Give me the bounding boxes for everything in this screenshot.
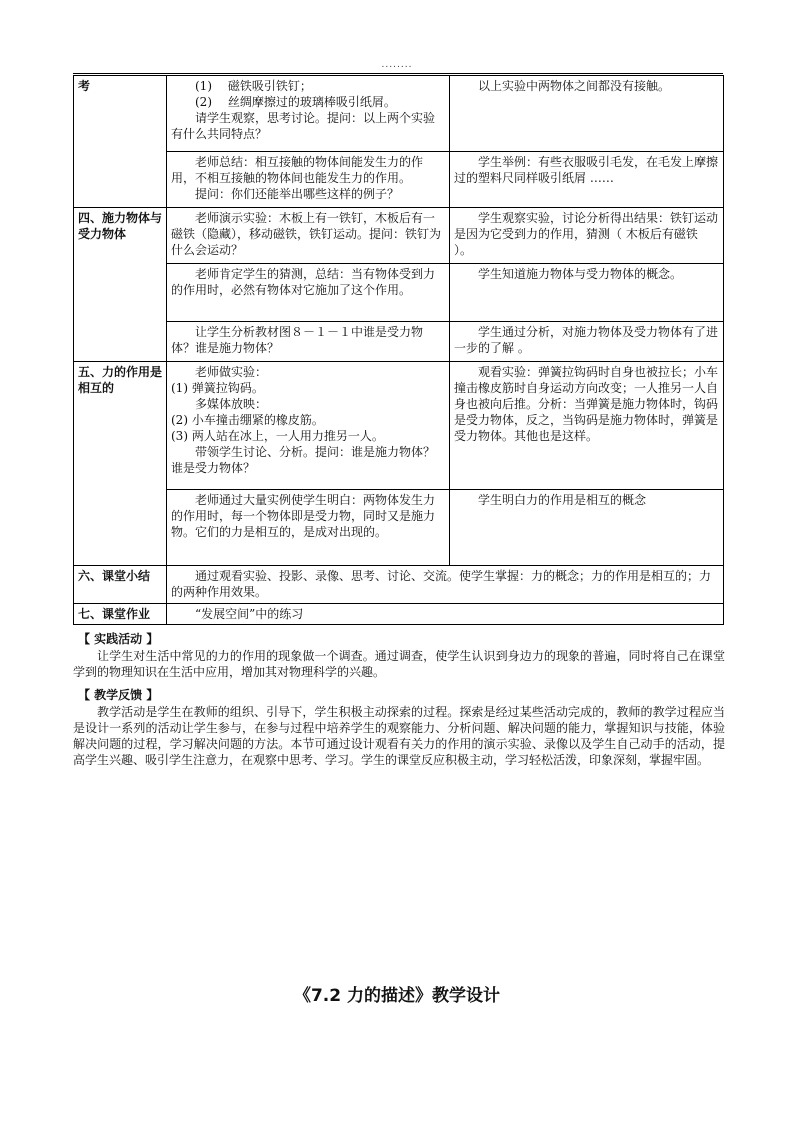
student-activity-cell (450, 152, 724, 208)
teaching-feedback-heading: 【 教学反馈 】 (78, 688, 159, 702)
homework-cell (167, 604, 724, 625)
practice-activity-text: 让学生对生活中常见的力的作用的现象做一个调查。通过调查，使学生认识到身边力的现象的普遍，同时将自己在课堂学到的物理知识在生活中应用，增加其对物理科学的兴趣。 (73, 649, 725, 679)
table-row (74, 362, 724, 490)
teacher-activity-cell (167, 490, 450, 566)
student-text: 学生通过分析，对施力物体及受力物体有了进一步的了解 。 (454, 325, 719, 355)
table-row (74, 152, 724, 208)
teacher-text: (2) 小车撞击绷紧的橡皮筋。 (171, 413, 324, 427)
student-activity-cell (450, 322, 724, 362)
student-text: 学生举例：有些衣服吸引毛发，在毛发上摩擦过的塑料尺同样吸引纸屑 …… (454, 155, 719, 185)
teacher-text: 老师做实验： (195, 365, 268, 379)
stage-cell: 四、施力物体与受力物体 (74, 208, 167, 362)
teacher-text: 让学生分析教材图８－１－１中谁是受力物体？谁是施力物体？ (171, 325, 424, 355)
student-activity-cell (450, 264, 724, 322)
lesson-plan-table (73, 75, 724, 625)
practice-activity-heading: 【 实践活动 】 (78, 632, 159, 646)
teacher-activity-cell (167, 208, 450, 264)
stage-cell: 考 (74, 76, 167, 208)
table-row (74, 490, 724, 566)
summary-text: 通过观看实验、投影、录像、思考、讨论、交流。使学生掌握：力的概念；力的作用是相互的；力的两种作用效果。 (171, 569, 712, 599)
teacher-text: 老师总结：相互接触的物体间能发生力的作用，不相互接触的物体间也能发生力的作用。 (171, 155, 424, 185)
teacher-text: (1) 弹簧拉钩码。 (171, 381, 264, 395)
page-header-dots: ........ (381, 60, 413, 70)
table-row (74, 264, 724, 322)
student-activity-cell (450, 362, 724, 490)
teacher-activity-cell (167, 362, 450, 490)
student-text: 学生观察实验，讨论分析得出结果：铁钉运动是因为它受到力的作用，猜测（ 木板后有磁铁 ）。 (454, 211, 719, 257)
table-row (74, 76, 724, 152)
teacher-text: (3) 两人站在冰上，一人用力推另一人。 (171, 429, 384, 443)
stage-cell: 六、课堂小结 (74, 566, 167, 604)
teacher-activity-cell (167, 264, 450, 322)
summary-cell (167, 566, 724, 604)
teacher-activity-cell (167, 76, 450, 152)
next-lesson-title: 《7.2 力的描述》教学设计 (293, 986, 501, 1006)
teacher-text: 提问：你们还能举出哪些这样的例子？ (195, 187, 400, 201)
student-activity-cell (450, 490, 724, 566)
student-text: 观看实验：弹簧拉钩码时自身也被拉长；小车撞击橡皮筋时自身运动方向改变；一人推另一人自身也被向后推。分析：当弹簧是施力物体时，钩码是受力物体，反之，当钩码是施力物体时，弹簧是受力物体。其他也是这样。 (454, 365, 719, 443)
homework-text: “发展空间”中的练习 (195, 607, 304, 621)
stage-cell: 五、力的作用是相互的 (74, 362, 167, 566)
teacher-text: (2) 丝绸摩擦过的玻璃棒吸引纸屑。 (195, 95, 396, 109)
teacher-text: 老师肯定学生的猜测，总结：当有物体受到力的作用时，必然有物体对它施加了这个作用。 (171, 267, 436, 297)
teacher-text: 多媒体放映： (195, 397, 268, 411)
teacher-text: 老师演示实验：木板上有一铁钉，木板后有一磁铁（隐藏），移动磁铁，铁钉运动。提问：铁钉为什么会运动？ (171, 211, 442, 257)
table-row (74, 208, 724, 264)
student-text: 学生明白力的作用是相互的概念 (478, 493, 647, 507)
teacher-text: 老师通过大量实例使学生明白：两物体发生力的作用时，每一个物体即是受力物，同时又是施力物。它们的力是相互的，是成对出现的。 (171, 493, 436, 539)
stage-cell: 七、课堂作业 (74, 604, 167, 625)
table-row (74, 322, 724, 362)
teacher-text: 带领学生讨论、分析。提问：谁是施力物体？谁是受力物体？ (171, 445, 436, 475)
header-rule (73, 73, 723, 74)
teacher-text: (1) 磁铁吸引铁钉； (195, 79, 312, 93)
student-activity-cell (450, 208, 724, 264)
teacher-activity-cell (167, 152, 450, 208)
student-activity-cell (450, 76, 724, 152)
table-row (74, 566, 724, 604)
teacher-text: 请学生观察，思考讨论。提问：以上两个实验有什么共同特点？ (171, 111, 436, 141)
table-row (74, 604, 724, 625)
teaching-feedback-text: 教学活动是学生在教师的组织、引导下，学生积极主动探索的过程。探索是经过某些活动完成的，教师的教学过程应当是设计一系列的活动让学生参与，在参与过程中培养学生的观察能力、分析问题、解决问题的能力，掌握知识与技能，体验解决问题的过程，学习解决问题的方法。本节可通过设计观看有关力的作用的演示实验、录像以及学生自己动手的活动，提高学生兴趣、吸引学生注意力，在观察中思考、学习。学生的课堂反应积极主动，学习轻松活泼，印象深刻，掌握牢固。 (73, 705, 725, 767)
student-text: 学生知道施力物体与受力物体的概念。 (478, 267, 683, 281)
student-text: 以上实验中两物体之间都没有接触。 (478, 79, 671, 93)
teacher-activity-cell (167, 322, 450, 362)
